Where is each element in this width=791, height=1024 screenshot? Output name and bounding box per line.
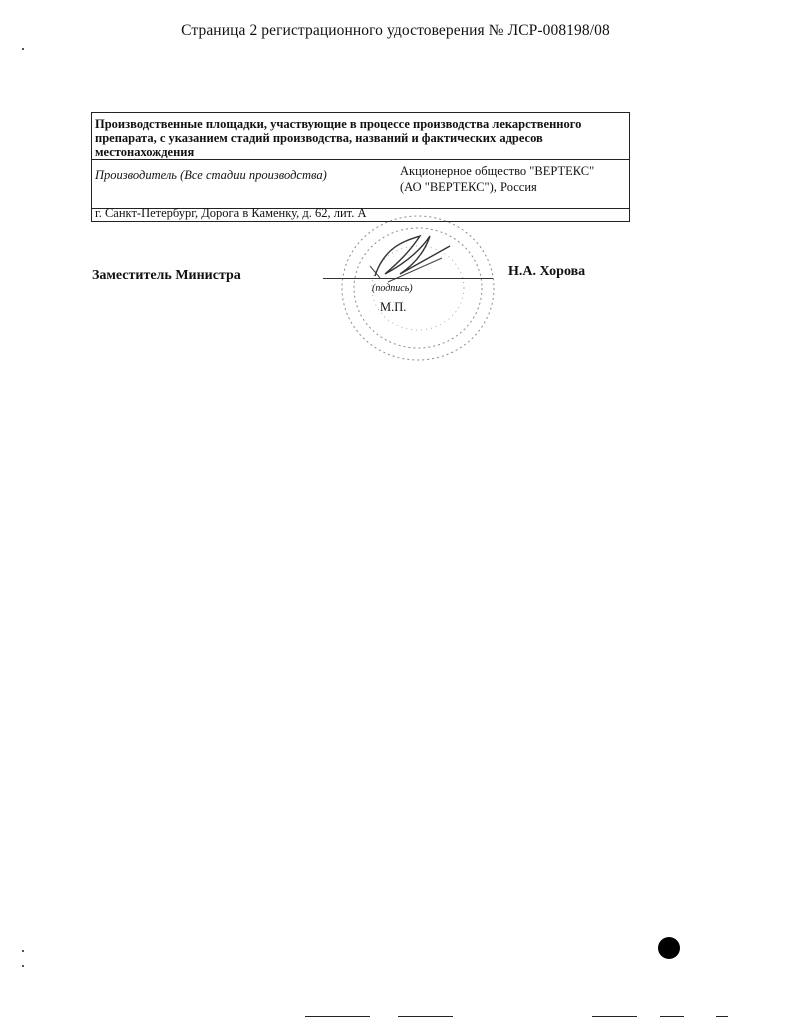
official-seal-icon <box>330 206 500 366</box>
manufacturer-name-line2: (АО "ВЕРТЕКС"), Россия <box>400 180 537 194</box>
signatory-name: Н.А. Хорова <box>508 264 586 279</box>
scan-artifact <box>716 1016 728 1017</box>
signatory-title: Заместитель Министра <box>92 268 241 283</box>
scan-artifact <box>22 965 24 967</box>
stamp-place-label: М.П. <box>380 300 407 314</box>
page-title: Страница 2 регистрационного удостоверения № ЛСР-008198/08 <box>181 22 610 39</box>
scan-artifact <box>22 950 24 952</box>
table-heading: Производственные площадки, участвующие в процессе производства лекарственного препарата, с указанием стадий производства, названий и фактических адресов местонахождения <box>95 117 582 159</box>
scan-artifact <box>22 48 24 50</box>
scan-dot-mark <box>658 937 680 959</box>
scan-artifact <box>660 1016 684 1017</box>
manufacturer-role: Производитель (Все стадии производства) <box>95 168 327 182</box>
manufacturer-name <box>400 163 594 195</box>
scan-artifact <box>305 1016 370 1017</box>
scan-artifact <box>398 1016 453 1017</box>
manufacturer-row <box>92 159 629 209</box>
table-header-row <box>92 113 629 160</box>
signature-line <box>323 278 493 279</box>
scan-artifact <box>592 1016 637 1017</box>
address-text: г. Санкт-Петербург, Дорога в Каменку, д. 62, лит. А <box>95 206 367 220</box>
signature-caption: (подпись) <box>372 283 413 294</box>
manufacturer-name-line1: Акционерное общество "ВЕРТЕКС" <box>400 164 595 178</box>
